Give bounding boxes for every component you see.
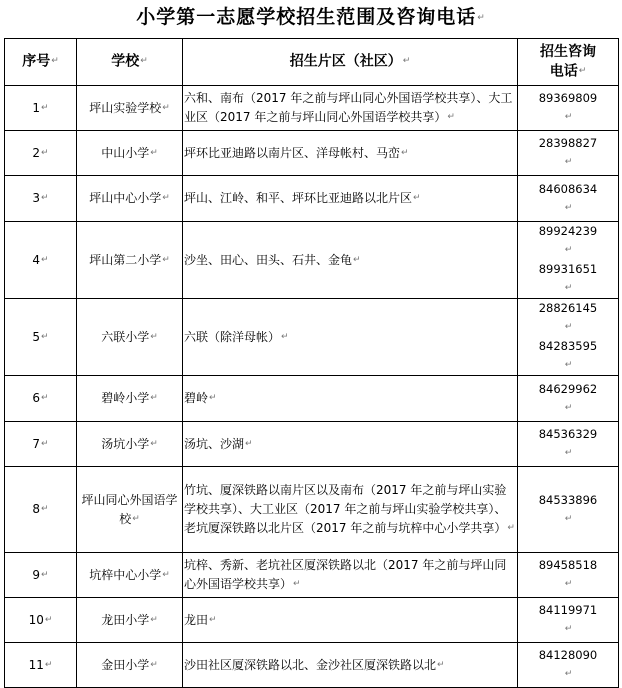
- phone-cell: [518, 467, 619, 553]
- school-cell: 金田小学↵: [77, 643, 183, 688]
- area-cell: 六联（除洋母帐）↵: [183, 299, 518, 376]
- header-area: 招生片区（社区）↵: [183, 39, 518, 86]
- page-title: [0, 4, 622, 31]
- school-cell: 坪山第二小学↵: [77, 222, 183, 299]
- phone-number: 84536329 ↵: [538, 427, 598, 458]
- area-cell: 六和、南布（2017 年之前与坪山同心外国语学校共享）、大工业区（2017 年之前与坪山同心外国语学校共享）↵: [183, 86, 518, 131]
- table-row: [5, 467, 619, 553]
- table-row: [5, 376, 619, 422]
- seq-cell: 7↵: [5, 422, 77, 467]
- seq-cell: 10↵: [5, 598, 77, 643]
- school-cell: 中山小学↵: [77, 131, 183, 176]
- seq-cell: 3↵: [5, 176, 77, 222]
- phone-number: 84283595 ↵: [538, 339, 598, 370]
- phone-cell: [518, 553, 619, 598]
- seq-cell: 4↵: [5, 222, 77, 299]
- school-cell: 坪山同心外国语学校↵: [77, 467, 183, 553]
- area-cell: 碧岭↵: [183, 376, 518, 422]
- phone-cell: [518, 176, 619, 222]
- seq-cell: 11↵: [5, 643, 77, 688]
- paragraph-mark: ↵: [477, 12, 486, 23]
- seq-cell: 1↵: [5, 86, 77, 131]
- table-row: [5, 131, 619, 176]
- phone-cell: [518, 86, 619, 131]
- table-row: [5, 86, 619, 131]
- area-cell: 沙田社区厦深铁路以北、金沙社区厦深铁路以北↵: [183, 643, 518, 688]
- school-cell: 汤坑小学↵: [77, 422, 183, 467]
- table-row: [5, 422, 619, 467]
- seq-cell: 2↵: [5, 131, 77, 176]
- table-row: [5, 176, 619, 222]
- header-seq: 序号↵: [5, 39, 77, 86]
- table-row: [5, 553, 619, 598]
- header-school: 学校↵: [77, 39, 183, 86]
- phone-number: 84128090 ↵: [538, 648, 598, 679]
- phone-number: 89458518 ↵: [538, 558, 598, 589]
- table-row: [5, 643, 619, 688]
- area-cell: 坪山、江岭、和平、坪环比亚迪路以北片区↵: [183, 176, 518, 222]
- table-row: [5, 299, 619, 376]
- area-cell: 龙田↵: [183, 598, 518, 643]
- phone-cell: [518, 299, 619, 376]
- school-cell: 六联小学↵: [77, 299, 183, 376]
- phone-number: 89924239 ↵: [538, 224, 598, 255]
- phone-cell: [518, 643, 619, 688]
- phone-number: 84629962 ↵: [538, 381, 598, 413]
- seq-cell: 5↵: [5, 299, 77, 376]
- phone-number: 28826145 ↵: [538, 301, 598, 332]
- school-cell: 坪山实验学校↵: [77, 86, 183, 131]
- area-cell: 坪环比亚迪路以南片区、洋母帐村、马峦↵: [183, 131, 518, 176]
- title-text: 小学第一志愿学校招生范围及咨询电话: [136, 6, 477, 28]
- phone-cell: [518, 131, 619, 176]
- school-cell: 龙田小学↵: [77, 598, 183, 643]
- phone-number: 84608634 ↵: [538, 181, 598, 213]
- area-cell: 沙坐、田心、田头、石井、金龟↵: [183, 222, 518, 299]
- school-cell: 坑梓中心小学↵: [77, 553, 183, 598]
- phone-number: 89931651 ↵: [538, 262, 598, 293]
- phone-cell: [518, 422, 619, 467]
- school-cell: 坪山中心小学↵: [77, 176, 183, 222]
- seq-cell: 8↵: [5, 467, 77, 553]
- area-cell: 竹坑、厦深铁路以南片区以及南布（2017 年之前与坪山实验学校共享）、大工业区（2017 年之前与坪山实验学校共享）、老坑厦深铁路以北片区（2017 年之前与坑梓中心小学共享）↵: [183, 467, 518, 553]
- school-table: [4, 38, 619, 688]
- phone-number: 28398827 ↵: [538, 136, 598, 167]
- phone-cell: [518, 222, 619, 299]
- seq-cell: 6↵: [5, 376, 77, 422]
- phone-cell: [518, 376, 619, 422]
- table-row: [5, 222, 619, 299]
- area-cell: 坑梓、秀新、老坑社区厦深铁路以北（2017 年之前与坪山同心外国语学校共享）↵: [183, 553, 518, 598]
- header-phone: 招生咨询 电话↵: [518, 39, 619, 86]
- header-row: [5, 39, 619, 86]
- area-cell: 汤坑、沙湖↵: [183, 422, 518, 467]
- school-cell: 碧岭小学↵: [77, 376, 183, 422]
- phone-number: 89369809 ↵: [538, 91, 598, 122]
- phone-number: 84533896 ↵: [538, 492, 598, 524]
- seq-cell: 9↵: [5, 553, 77, 598]
- phone-number: 84119971 ↵: [538, 603, 598, 634]
